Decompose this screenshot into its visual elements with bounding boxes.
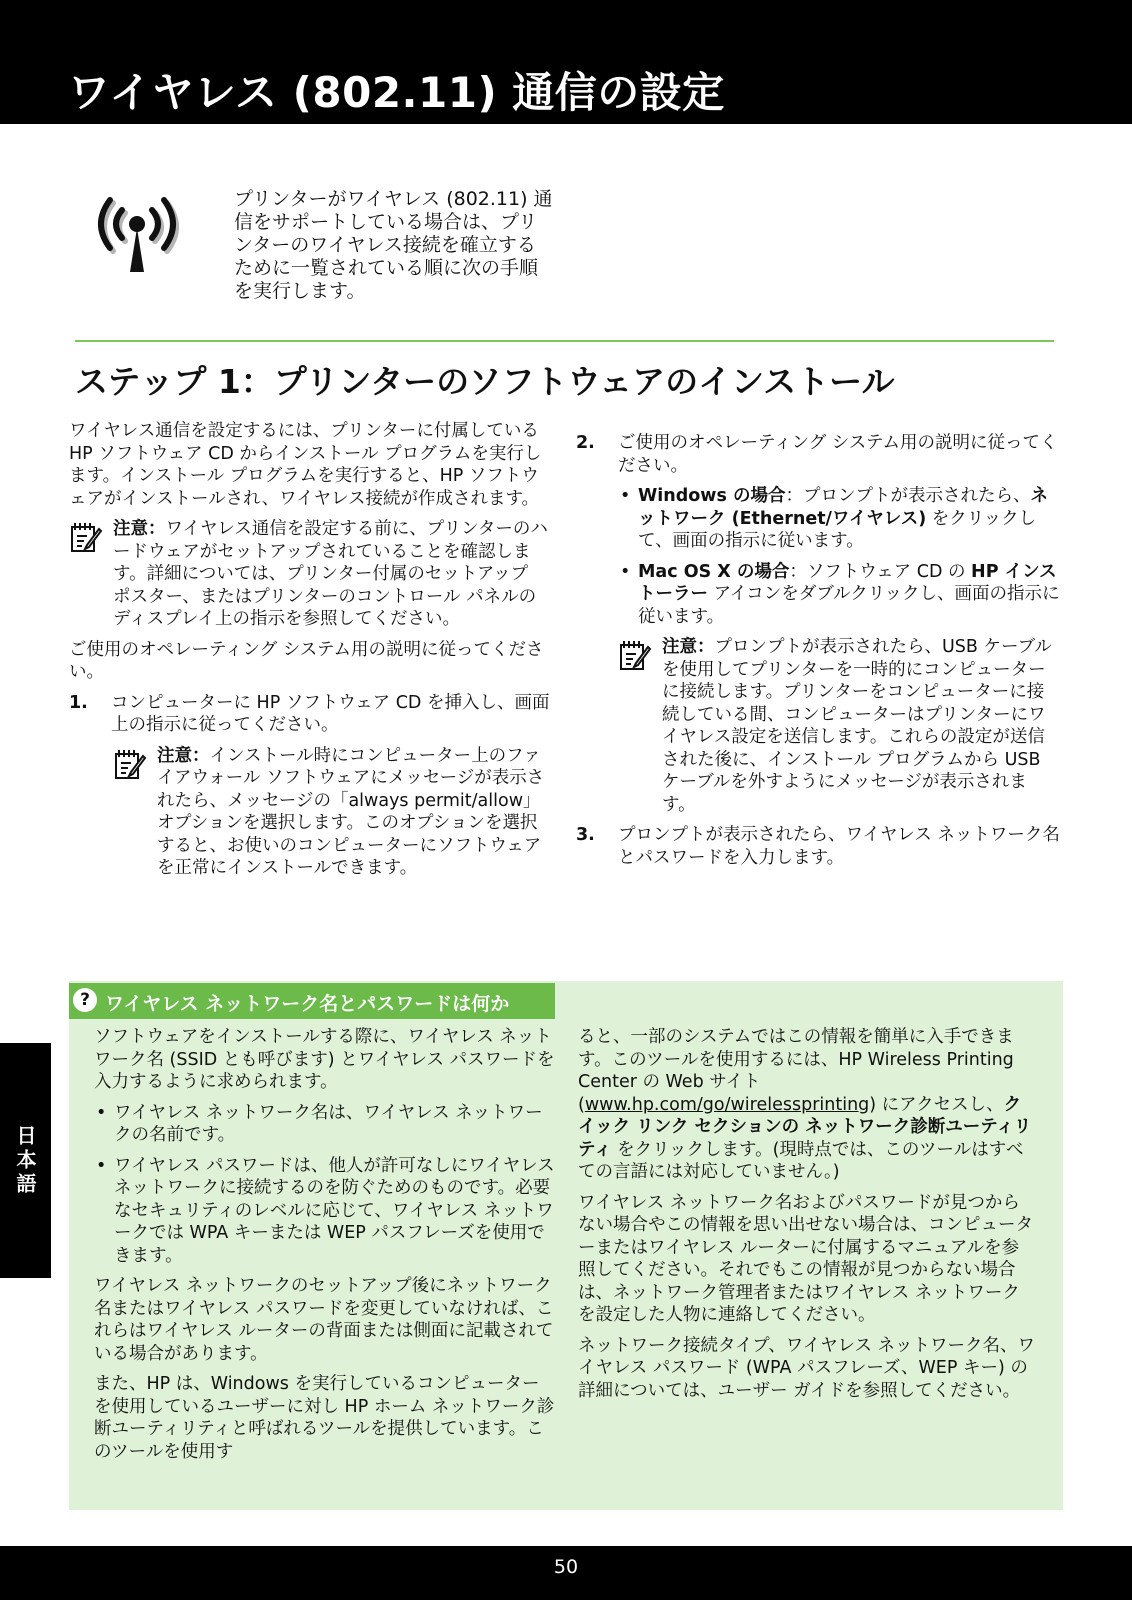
note-label: 注意：	[157, 745, 210, 766]
footer-bar	[0, 1546, 1132, 1600]
info-paragraph: また、HP は、Windows を実行しているコンピューターを使用しているユーザーに対し HP ホーム ネットワーク診断ユーティリティと呼ばれるツールを提供しています。このツールを使用す	[94, 1374, 555, 1462]
step-item-3	[576, 824, 1060, 869]
install-intro-paragraph: ワイヤレス通信を設定するには、プリンターに付属している HP ソフトウェア CD からインストール プログラムを実行します。インストール プログラムを実行すると、HP ソフトウェアがインストールされ、ワイヤレス接続が作成されます。	[69, 421, 542, 509]
right-column	[576, 432, 1060, 877]
os-bullet-list	[618, 485, 1060, 628]
step-item-2	[576, 432, 1060, 816]
section-divider	[75, 340, 1054, 342]
left-column	[69, 420, 551, 888]
step-text: コンピューターに HP ソフトウェア CD を挿入し、画面上の指示に従ってください。	[111, 692, 550, 735]
note-usb-cable	[618, 636, 1060, 816]
os-instructions-paragraph: ご使用のオペレーティング システム用の説明に従ってください。	[69, 639, 544, 682]
note-firewall	[113, 745, 551, 880]
info-paragraph: ワイヤレス ネットワーク名およびパスワードが見つからない場合やこの情報を思い出せない場合は、コンピューターまたはワイヤレス ルーターに付属するマニュアルを参照してください。それでもこの情報が見つからない場合は、ネットワーク管理者またはワイヤレス ネットワークを設定した人物に連絡してください。	[578, 1192, 1033, 1325]
step-number: 2.	[576, 433, 595, 453]
note-label: 注意：	[113, 519, 166, 539]
language-label: 日本語	[13, 1124, 37, 1197]
bullet-windows: • Windows の場合：プロンプトが表示されたら、ネットワーク (Ethernet/ワイヤレス) をクリックして、画面の指示に従います。	[618, 485, 1060, 553]
bullet-network-name: • ワイヤレス ネットワーク名は、ワイヤレス ネットワークの名前です。	[94, 1102, 556, 1147]
info-box-title-bar	[69, 983, 555, 1019]
info-box-title: ワイヤレス ネットワーク名とパスワードは何か	[105, 993, 510, 1015]
bullet-password: • ワイヤレス パスワードは、他人が許可なしにワイヤレス ネットワークに接続するのを防ぐためのものです。必要なセキュリティのレベルに応じて、ワイヤレス ネットワークでは WPA キーまたは WEP パスフレーズを使用できます。	[94, 1155, 556, 1268]
bullet-mac: • Mac OS X の場合：ソフトウェア CD の HP インストーラー アイコンをダブルクリックし、画面の指示に従います。	[618, 561, 1060, 629]
info-right-column	[578, 1026, 1036, 1410]
note-text: プロンプトが表示されたら、USB ケーブルを使用してプリンターを一時的にコンピューターに接続します。プリンターをコンピューターに接続している間、コンピューターはプリンターにワイヤレス設定を送信します。これらの設定が送信された後に、インストール プログラムから USB ケーブルを外すようにメッセージが表示されます。	[662, 637, 1052, 815]
note-text: インストール時にコンピューター上のファイアウォール ソフトウェアにメッセージが表示されたら、メッセージの「always permit/allow」オプションを選択します。このオプションを選択すると、お使いのコンピューターにソフトウェアを正常にインストールできます。	[157, 745, 545, 878]
note-icon	[113, 747, 147, 781]
language-side-tab	[0, 1043, 51, 1278]
intro-text: プリンターがワイヤレス (802.11) 通信をサポートしている場合は、プリンターのワイヤレス接続を確立するために一覧されている順に次の手順を実行します。	[234, 188, 553, 302]
page-number: 50	[553, 1556, 579, 1578]
step-text: ご使用のオペレーティング システム用の説明に従ってください。	[618, 433, 1058, 476]
step-number: 3.	[576, 825, 595, 845]
step-item-1	[69, 692, 551, 737]
step-heading: ステップ 1：プリンターのソフトウェアのインストール	[75, 362, 895, 401]
wireless-printing-link[interactable]: www.hp.com/go/wirelessprinting	[584, 1094, 870, 1115]
info-left-column	[94, 1026, 556, 1471]
page-title: ワイヤレス (802.11) 通信の設定	[68, 68, 725, 117]
info-bullet-list	[94, 1102, 556, 1268]
note-hardware-setup	[69, 518, 551, 631]
wireless-icon	[92, 192, 184, 280]
note-icon	[69, 520, 103, 554]
step-text: プロンプトが表示されたら、ワイヤレス ネットワーク名とパスワードを入力します。	[618, 825, 1060, 868]
info-paragraph: ると、一部のシステムではこの情報を簡単に入手できます。このツールを使用するには、HP Wireless Printing Center の Web サイト (www.hp.com/go/wirelessprinting) にアクセスし、クイック リンク セクションの ネットワーク診断ユーティリティ をクリックします。(現時点では、このツールはすべての言語には対応していません。)	[578, 1027, 1032, 1182]
note-text: ワイヤレス通信を設定する前に、プリンターのハードウェアがセットアップされていることを確認します。詳細については、プリンター付属のセットアップ ポスター、またはプリンターのコントロール パネルのディスプレイ上の指示を参照してください。	[113, 519, 548, 629]
step-number: 1.	[69, 692, 88, 713]
info-paragraph: ネットワーク接続タイプ、ワイヤレス ネットワーク名、ワイヤレス パスワード (WPA パスフレーズ、WEP キー) の詳細については、ユーザー ガイドを参照してください。	[578, 1335, 1036, 1401]
note-label: 注意：	[662, 637, 715, 657]
info-paragraph: ワイヤレス ネットワークのセットアップ後にネットワーク名またはワイヤレス パスワードを変更していなければ、これらはワイヤレス ルーターの背面または側面に記載されている場合があります。	[94, 1276, 554, 1364]
question-icon: ?	[73, 988, 97, 1012]
info-paragraph: ソフトウェアをインストールする際に、ワイヤレス ネットワーク名 (SSID とも呼びます) とワイヤレス パスワードを入力するように求められます。	[94, 1027, 555, 1092]
note-icon	[618, 638, 652, 672]
